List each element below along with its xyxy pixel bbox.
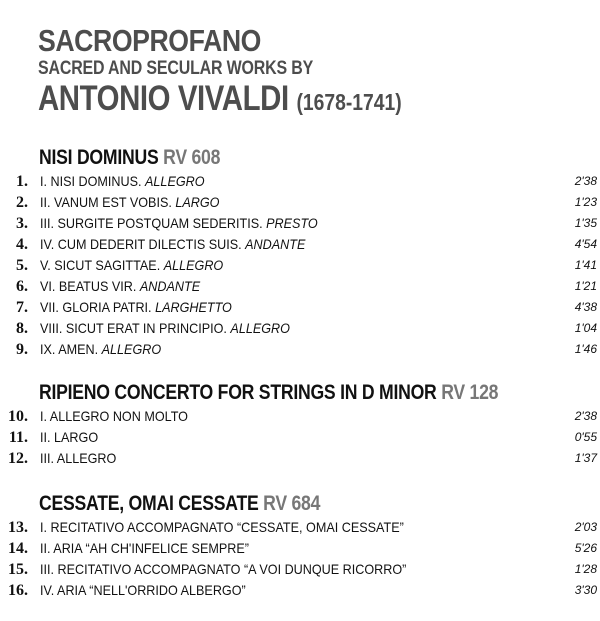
track-duration: 1'21 <box>574 279 597 293</box>
track-title <box>40 234 305 255</box>
catalog-number: RV 684 <box>263 492 321 515</box>
track-tempo: ALLEGRO <box>145 173 205 189</box>
catalog-number: RV 128 <box>441 381 499 404</box>
album-subtitle: SACRED AND SECULAR WORKS BY <box>38 58 314 79</box>
track-title-text: VI. BEATUS VIR. <box>40 278 137 294</box>
track-tempo: ANDANTE <box>245 236 306 252</box>
track-duration: 2'38 <box>574 174 597 188</box>
track-row <box>0 517 600 538</box>
track-title <box>40 255 223 276</box>
catalog-number: RV 608 <box>163 146 221 169</box>
track-number: 8. <box>16 320 28 337</box>
track-title <box>40 538 249 559</box>
track-title <box>40 318 290 339</box>
track-row <box>0 318 600 339</box>
track-tempo: ALLEGRO <box>101 341 162 357</box>
track-tempo: ALLEGRO <box>163 257 224 273</box>
track-title-text: IV. ARIA “NELL'ORRIDO ALBERGO” <box>40 582 246 598</box>
track-row <box>0 276 600 297</box>
track-title <box>40 559 406 580</box>
track-title-text: VIII. SICUT ERAT IN PRINCIPIO. <box>40 320 227 336</box>
composer-dates: (1678-1741) <box>296 89 402 115</box>
track-title <box>40 580 246 601</box>
track-duration: 2'03 <box>574 520 597 534</box>
track-title <box>40 192 219 213</box>
track-title <box>40 448 116 469</box>
work-name: RIPIENO CONCERTO FOR STRINGS IN D MINOR <box>39 381 437 404</box>
track-number: 7. <box>16 299 28 316</box>
track-number: 2. <box>16 194 28 211</box>
track-duration: 1'35 <box>574 216 597 230</box>
track-number: 13. <box>8 519 28 536</box>
track-title-text: III. ALLEGRO <box>40 450 117 466</box>
track-number: 9. <box>16 341 28 358</box>
work-title <box>39 492 320 516</box>
track-row <box>0 448 600 469</box>
track-title <box>40 406 188 427</box>
track-title-text: III. RECITATIVO ACCOMPAGNATO “A VOI DUNQUE RICORRO” <box>40 561 407 577</box>
track-duration: 1'41 <box>574 258 597 272</box>
track-title <box>40 339 161 360</box>
work-name: NISI DOMINUS <box>39 146 159 169</box>
track-duration: 0'55 <box>574 430 597 444</box>
track-number: 3. <box>16 215 28 232</box>
track-title-text: III. SURGITE POSTQUAM SEDERITIS. <box>40 215 263 231</box>
track-title <box>40 213 318 234</box>
track-title <box>40 427 98 448</box>
track-title-text: II. LARGO <box>40 429 99 445</box>
track-title-text: II. ARIA “AH CH'INFELICE SEMPRE” <box>40 540 249 556</box>
track-duration: 4'38 <box>574 300 597 314</box>
track-tempo: LARGHETTO <box>155 299 232 315</box>
track-row <box>0 255 600 276</box>
track-duration: 1'46 <box>574 342 597 356</box>
track-number: 4. <box>16 236 28 253</box>
track-tempo: PRESTO <box>266 215 318 231</box>
track-row <box>0 213 600 234</box>
track-title-text: VII. GLORIA PATRI. <box>40 299 152 315</box>
track-row <box>0 427 600 448</box>
track-tempo: LARGO <box>175 194 220 210</box>
track-row <box>0 559 600 580</box>
track-number: 14. <box>8 540 28 557</box>
track-title <box>40 297 232 318</box>
track-tempo: ANDANTE <box>139 278 201 294</box>
track-row <box>0 339 600 360</box>
work-name: CESSATE, OMAI CESSATE <box>39 492 259 515</box>
album-header <box>38 24 471 121</box>
track-title <box>40 171 205 192</box>
track-row <box>0 297 600 318</box>
track-duration: 1'04 <box>574 321 597 335</box>
track-number: 5. <box>16 257 28 274</box>
track-number: 16. <box>8 582 28 599</box>
composer-line <box>38 80 402 121</box>
track-row <box>0 171 600 192</box>
track-duration: 1'28 <box>574 562 597 576</box>
track-number: 15. <box>8 561 28 578</box>
track-row <box>0 234 600 255</box>
track-row <box>0 406 600 427</box>
track-title <box>40 276 200 297</box>
track-title-text: II. VANUM EST VOBIS. <box>40 194 172 210</box>
track-duration: 1'23 <box>574 195 597 209</box>
track-title-text: IV. CUM DEDERIT DILECTIS SUIS. <box>40 236 242 252</box>
track-tempo: ALLEGRO <box>230 320 290 336</box>
track-title-text: IX. AMEN. <box>40 341 99 357</box>
track-row <box>0 580 600 601</box>
track-title-text: V. SICUT SAGITTAE. <box>40 257 161 273</box>
track-duration: 4'54 <box>574 237 597 251</box>
track-title-text: I. NISI DOMINUS. <box>40 173 142 189</box>
work-title <box>39 146 220 170</box>
track-number: 12. <box>8 450 28 467</box>
track-duration: 5'26 <box>574 541 597 555</box>
track-number: 1. <box>16 173 28 190</box>
track-number: 6. <box>16 278 28 295</box>
track-duration: 1'37 <box>574 451 597 465</box>
album-title: SACROPROFANO <box>38 23 261 58</box>
work-title <box>39 381 498 405</box>
track-title-text: I. ALLEGRO NON MOLTO <box>40 408 188 424</box>
track-duration: 3'30 <box>574 583 597 597</box>
track-number: 11. <box>8 429 28 446</box>
composer-name: ANTONIO VIVALDI <box>38 79 289 118</box>
track-title-text: I. RECITATIVO ACCOMPAGNATO “CESSATE, OMAI CESSATE” <box>40 519 404 535</box>
track-row <box>0 192 600 213</box>
track-title <box>40 517 404 538</box>
track-number: 10. <box>8 408 28 425</box>
track-duration: 2'38 <box>574 409 597 423</box>
track-row <box>0 538 600 559</box>
